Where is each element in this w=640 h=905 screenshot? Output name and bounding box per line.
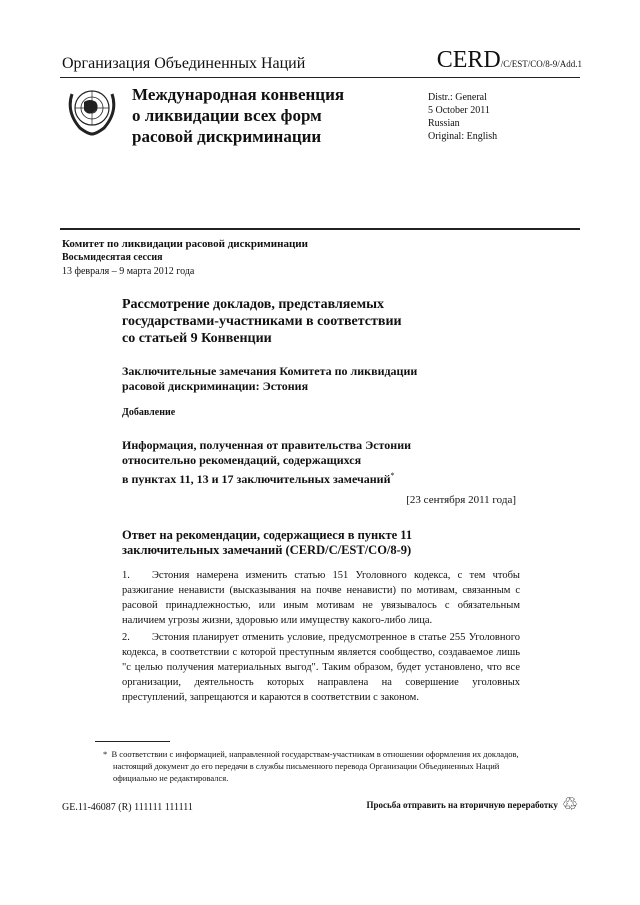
heading-line: Ответ на рекомендации, содержащиеся в пункте 11: [122, 528, 413, 542]
footnote: [95, 748, 543, 784]
section-rule: [60, 228, 580, 230]
distr-line: Distr.: General: [428, 92, 487, 103]
information-heading: [122, 438, 522, 487]
distr-original: Original: English: [428, 131, 498, 142]
header-rule: [60, 77, 580, 78]
heading-line: государствами-участниками в соответствии: [122, 314, 402, 329]
heading-line: со статьей 9 Конвенции: [122, 331, 272, 346]
symbol-suffix: /C/EST/CO/8-9/Add.1: [500, 59, 582, 69]
recycle-text: Просьба отправить на вторичную переработку: [366, 799, 558, 810]
heading-line: относительно рекомендаций, содержащихся: [122, 453, 362, 467]
title-line: Международная конвенция: [132, 85, 345, 104]
paragraph-1: [122, 568, 520, 628]
footnote-rule: [95, 741, 170, 742]
committee-name: Комитет по ликвидации расовой дискриминации: [62, 238, 308, 250]
document-symbol: [437, 47, 582, 74]
paragraph-2: [122, 630, 520, 705]
document-code: GE.11-46087 (R) 111111 111111: [62, 802, 193, 813]
footnote-text: В соответствии с информацией, направленной государствам-участникам в отношении оформления их докладов, настоящий документ до его передачи в службы письменного перевода Организации Объединенных Наций официально не редактировался.: [111, 749, 519, 783]
paragraph-number: 1.: [122, 570, 130, 581]
footnote-mark: *: [390, 471, 395, 480]
title-line: расовой дискриминации: [132, 127, 322, 146]
footnote-mark: *: [103, 749, 108, 759]
convention-title: [132, 84, 344, 147]
heading-line: Информация, полученная от правительства Эстонии: [122, 438, 412, 452]
addendum-label: Добавление: [122, 407, 176, 418]
distr-date: 5 October 2011: [428, 105, 490, 116]
committee-block: [62, 237, 308, 279]
distr-language: Russian: [428, 118, 460, 129]
heading-line: в пунктах 11, 13 и 17 заключительных замечаний: [122, 472, 391, 486]
paragraph-text: Эстония намерена изменить статью 151 Уголовного кодекса, с тем чтобы разжигание ненависти (высказывания на почве ненависти) по мотивам, связанным с расовой принадлежностью, или иным мотивам не увязывалось с обязательным наличием угрозы жизни, здоровью или имуществу какого-либо лица.: [122, 570, 520, 626]
session-dates: 13 февраля – 9 марта 2012 года: [62, 266, 195, 277]
heading-line: Рассмотрение докладов, представляемых: [122, 297, 385, 312]
symbol-main: CERD: [436, 47, 501, 73]
heading-line: заключительных замечаний (CERD/C/EST/CO/8-9): [122, 543, 412, 557]
session: Восьмидесятая сессия: [62, 252, 163, 263]
heading-line: расовой дискриминации: Эстония: [122, 379, 309, 393]
un-emblem-icon: [64, 84, 120, 136]
title-line: о ликвидации всех форм: [132, 106, 322, 125]
submission-date: [23 сентября 2011 года]: [406, 494, 516, 506]
main-heading: [122, 296, 522, 347]
section-heading: [122, 528, 522, 558]
recycle-icon: ♲: [561, 794, 578, 814]
distribution-info: [428, 91, 497, 143]
paragraph-text: Эстония планирует отменить условие, предусмотренное в статье 255 Уголовного кодекса, в соответствии с которой преступным является сообщество, создаваемое лишь "с целью получения материальных выгод". Таким образом, будет установлено, что все организации, деятельность которых направлена на совершение уголовных преступлений, запрещаются и караются в соответствии с законом.: [122, 632, 520, 703]
organization-name: Организация Объединенных Наций: [62, 55, 306, 72]
sub-heading: [122, 364, 522, 394]
heading-line: Заключительные замечания Комитета по ликвидации: [122, 364, 418, 378]
recycle-notice: [366, 794, 578, 815]
paragraph-number: 2.: [122, 632, 130, 643]
